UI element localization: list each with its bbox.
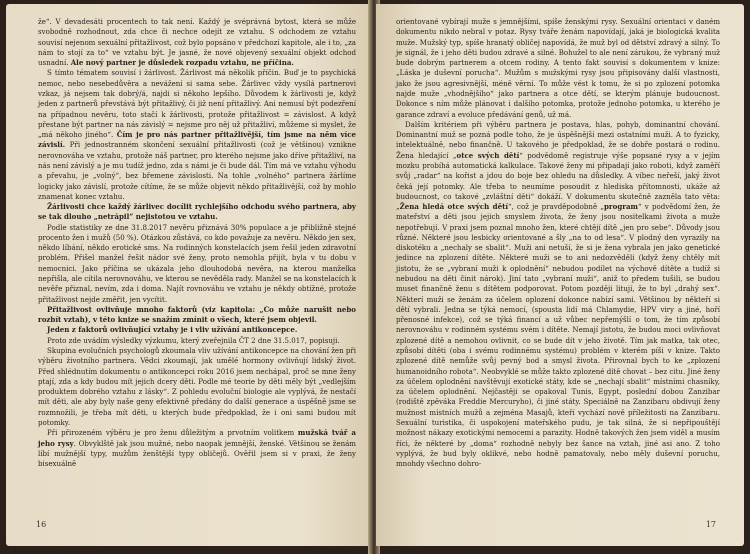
paragraph: Dalším kritériem při výběru partnera je postava, hlas, pohyb, dominantní chování. Dominantní muž se pozná podle toho, že je úspěšnější mezi ostatními muži. A to fyzicky, intelektuálně, nebo finančně. U takového je předpoklad, že se dobře postará o rodinu. Žena hledající „otce svých dětí“ podvědomě registruje výše popsané rysy a v jejím mozku probíhá automatická kalkulace. Takové ženy mi připadají jako roboti, když zaměří svůj „radar“ na kořist a jdou do boje bez ohledu na důsledky. A víbec neřeší, jaký život čeká její potomky. Ale třeba to neumíme posoudit z hlediska přítomnosti, ukáže až budoucnost, co takové „zvláštní děti“ dokáží. V dokumentu skutečně zazněla tato věta: „Žena hledá otce svých dětí“, což je pravděpodobně „program“ v podvědomí žen, že mateřství a děti jsou jejich smyslem života, že ženy jsou nositelkami života a muže nepotřebují. V praxi jsem poznal mnoho žen, které chtějí dítě „jen pro sebe“. Důvody jsou různé. Některé jsou lesbicky orientované a šly „na to od lesa“. V plodný den vyrazily na diskotéku a „nechaly se sbalit“. Muži ani netuší, že si je žena vybrala jen jako genetické jedince na zplození dítěte. Některé muži se to ani nedozvěděli (když ženy chtěly mít jistotu, že se „vybraní muži k oplodnění“ nebudou podílet na výchově dítěte a tudíž si nebudou na děti činit nárok). Jiní tato „vybraní muži“, aniž to předem tušili, se budou muset finančně ženu s dítětem podporovat. Potom později litují, že to byl „drahý sex“. Některí muži se ženám za účelem oplození dokonce nabízí sami. Většinou by někteří si dětí vybrali. Jedna se týká nemocí, (spousta lidí má Chlamydie, HPV viry a jiné, hoří přenosné infekce), což se týká financí a už vůbec nepřemýšlí o tom, že tím způsobí nerovnováhu v rodinném systému svém i dítěte. Nemají jistotu, že budou moci ovlivňovat zplozené dítě a nemohou ovlivnit, co se bude dít v jeho životě. Tím jak matka, tak otec, způsobí dítěti (oba i svému rodinnému systému) problém v kterém píši v knize. Takto zplozené dítě nemůže svůj pevný bod a smysl života. Přirovnal bych to ke „zplození humanoidního robota“. Neobvyklé se může takto zplozené dítě chovat – bez citu. Jiné ženy za účelem oplodnění navštěvují exotické státy, kde se „nechají sbalit“ místními chasníky, za účelem oplodnění. Nejčastěji se opakoval Tunis, Egypt, poslední dobou Zanzibar (rodiště zpěváka Freddie Mercuryho), či jiné státy. Speciálně na Zanzibaru obdivují ženy mužnost místních mužů a zejména Masajů, kteří vychází nově příležitosti na Zanzibaru. Sexuální turistika, či uspokojení mateřského pudu, je tak silná, že si nepřipouštějí možnost nákazy exotickými nemocemi a parazity. Hodně takových žen jsem viděl a musím říci, že některé by „doma“ rozhodně nebyly bez šance na vztah, jiné asi ano. Z toho vyplývá, že bud byly oklikvé, nebo hodně pamatovaly, nebo měly duševní poruchu, mnohdy všechno dohro- [396,119,720,469]
paragraph: Přitažlivost ovlivňuje mnoho faktorů (viz kapitola: „Co může narušit nebo rozbít vztah), v této knize se snažím zmínit o všech, které jsem objevil. [38,304,356,325]
paragraph: orientované vybírají muže s jemnějšími, spíše ženskými rysy. Sexuální orientaci v daném dokumentu nikdo nebral v potaz. Rysy tváře ženám napovídají, jaká je biologická kvalita muže. Mužský typ, spíše hranatý obličej napovídá, že muž byl od dětství zdravý a silný. To je signál, že i jeho děti budou zdravé a silné. Bohužel to ale není zárukou, že vybraný muž bude dobrým partnerem a otcem rodiny. A tento fakt souvisí s dokumentem v knize: „Láska je duševní porucha“. Mužům s mužskými rysy jsou připisovány další vlastnosti, jako že jsou agresivnější, méně věrní. To může vést k tomu, že si po zplození potomka najde muže „vhodnějšího“ jako partnera a otce dětí, se kterým plánuje budoucnost. Dokonce s ním může plánovat i dalšího potomka, protože jednoho potomka, u kterého je garance zdraví a evoluce předávání genů, už má. [396,17,720,119]
left-page [6,4,372,546]
page-number: 17 [705,520,716,529]
left-page-text [38,17,356,469]
paragraph: že“. V devadesáti procentech to tak není. Každý je svéprávná bytost, která se může svobodně rozhodnout, zda chce či nechce odejít ze vztahu. S odchodem ze vztahu souvisí nejenom sexuální přitažlivost, což bylo popsáno v předchozí kapitole, ale i to, „za nám to stojí za to“ ve vztahu být. Je jasné, že nové objevený sexuální objekt odchod usnadní. Ale nový partner je důsledek rozpadu vztahu, ne příčina. [38,17,356,68]
right-page [376,4,744,546]
paragraph: S tímto tématem souvisí i žárlivost. Žárlivost má několik příčin. Buď je to psychická nemoc, nebo nesebedůvěra a nevážení si sama sebe. Žárlivec vždy vysílá partnerovi vzkaz, já nejsem tak dobrý/á, najdi si někoho lepšího. Důvodem k žárlivosti je, když jeden z partnerů převstává být přitažlivý, či již není přitažlivý. Ani nemusí být podezření na případnou nevěru, toto stačí k žárlivosti, protože přitažlivost = závislost. A když přestane být partner na nás závislý = nejsme pro něj už přitažliví, můžeme si myslet, že „má někoho jiného“. Čím je pro nás partner přitažlivější, tím jsme na něm více závislí. Při jednostranném skončení sexuální přitažlivosti (což je většinou) vznikne nerovnováha ve vztahu, protože náš partner, pro kterého nejsme jako dříve přitažliví, na nás není závislý a je mu tudíž jedno, zda s námi je či bude dál. Tím má ve vztahu výhodu a převahu, je „volný“, bez břemene závislosti. Na tohle „volného“ partnera žárlíme logicky jako závislí, protože cítíme, že se může objevit někdo přitažlivější, což by mohlo znamenat konec vztahu. [38,68,357,201]
paragraph: Proto zde uvádím výsledky výzkumu, který zveřejnila ČT 2 dne 31.5.017, popisuji. [47,335,340,345]
paragraph: Podle statistiky ze dne 31.8.2017 nevěru přiznává 30% populace a je přibližně stejné procento žen i mužů (50 %). Otázkou zůstává, co kdo považuje za nevěru. Někdo jen sex, někdo líbání, někdo erotické sms. Na rodinných konstelacích jsem řešil jeden zdravotní problém. Přišel manžel řešit nádor své ženy, proto nemohla přijít, byla v tu dobu v nemocnici. Jako příčina se ukázala jeho dlouhodobá nevěra, na kterou manželka nepřišla, ale cítila nerovnováhu, ve kterou se nevěděla rady. Manžel se na konstelacích k nevěře přiznal, nevím, zda i doma. Najít rovnováhu ve vztahu je někdy obtížné, protože přitažlivost nejde změřit, jen vycítit. [38,222,356,304]
right-page-text [396,17,720,469]
paragraph: Jeden z faktorů ovlivňující vztahy je i vliv užívání antikoncepce. [47,325,298,335]
page-number: 16 [36,520,47,529]
paragraph: Žárlivosti chce každý žárlivec docílit rychlejšího odchodu svého partnera, aby se tak dlouho „netrápil“ nejistotou ve vztahu. [38,202,356,222]
paragraph: Při přirozeném výběru je pro ženu důležitým a prvotním volitkem mužská tvář a jeho rysy. Obvyklště jak jsou mužné, nebo naopak jemnější, ženské. Většinou se ženám líbí mužnější typy, mužům ženštější typy obličejů. Ověřil jsem si v praxi, že ženy bisexuálně [38,428,356,469]
paragraph: Skupina evolučních psychologů zkoumala vliv užívání antikoncepce na chování žen při výběru životního partnera. Vědci zkoumají, jak umělé hormony ovlivňují lidský život. Před shlédnutím dokumentu o antikoncepci roku 2016 jsem nechápal, proč se mne ženy ptají, zda a kdy budou mít jejich dcery děti. Podle mé teorie by děti měly být „vedlejším produktem dobrého vztahu z lásky“. Z pohledu evoluční biologie ale vyplývá, že nestačí mít děti, ale aby byly naše geny efektivně předány do další generace a úspěšně jsme se rozmnožili, je třeba mít děti, u kterých bude předpoklad, že i oni sami budou mít potomky. [38,346,357,427]
